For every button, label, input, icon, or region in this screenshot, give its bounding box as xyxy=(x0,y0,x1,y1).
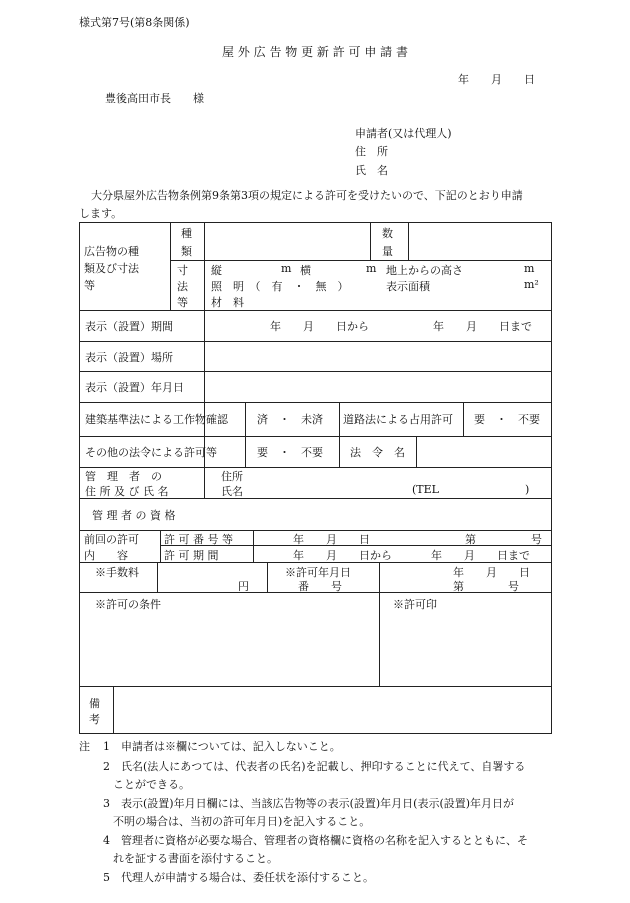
intro-line-2: します。 xyxy=(79,207,123,220)
period-to: 年 月 日まで xyxy=(433,320,532,333)
date-line: 年 月 日 xyxy=(458,73,535,86)
display-area-unit: m² xyxy=(524,278,539,291)
permit-period-to: 年 月 日まで xyxy=(431,549,530,562)
permit-number-value: 第 号 xyxy=(465,533,542,546)
addressee: 豊後高田市長 様 xyxy=(105,92,204,105)
applicant-address-label: 住 所 xyxy=(355,145,388,158)
note-3a: 3 表示(設置)年月日欄には、当該広告物等の表示(設置)年月日(表示(設置)年月日が xyxy=(103,797,515,810)
fee-label: ※手数料 xyxy=(95,566,139,579)
material-label: 材 料 xyxy=(211,296,244,309)
fee-unit: 円 xyxy=(238,580,249,593)
permit-number-label: 許 可 番 号 等 xyxy=(164,533,233,546)
install-date-label: 表示（設置）年月日 xyxy=(85,381,184,394)
horizontal-label: 横 xyxy=(300,264,311,277)
note-2a: 2 氏名(法人にあつては、代表者の氏名)を記載し、押印することに代えて、自署する xyxy=(103,760,526,773)
notes-head: 注 xyxy=(79,740,90,753)
lighting-label: 照 明 （ 有 ・ 無 ） xyxy=(211,280,349,293)
permit-period-label: 許 可 期 間 xyxy=(164,549,219,562)
applicant-label: 申請者(又は代理人) xyxy=(355,127,452,140)
manager-name-label: 氏名 xyxy=(221,485,243,498)
note-4a: 4 管理者に資格が必要な場合、管理者の資格欄に資格の名称を記入するとともに、そ xyxy=(103,834,528,847)
horizontal-unit: m xyxy=(366,262,377,275)
quantity-label-2: 量 xyxy=(382,245,393,258)
applicant-name-label: 氏 名 xyxy=(355,164,388,177)
kind-label-1: 種 xyxy=(181,227,192,240)
note-3b: 不明の場合は、当初の許可年月日)を記入すること。 xyxy=(113,815,371,828)
vertical-label: 縦 xyxy=(211,264,222,277)
type-size-label-2: 類及び寸法 xyxy=(84,262,139,275)
height-label: 地上からの高さ xyxy=(386,264,463,277)
fee-permit-date: 年 月 日 xyxy=(453,566,530,579)
law-name-label: 法 令 名 xyxy=(350,446,405,459)
manager-tel-label: (TEL xyxy=(412,483,439,496)
permit-stamp-label: ※許可印 xyxy=(393,598,437,611)
building-check-label: 建築基準法による工作物確認 xyxy=(85,413,228,426)
note-4b: れを証する書面を添付すること。 xyxy=(113,852,278,865)
conditions-label: ※許可の条件 xyxy=(95,598,161,611)
other-law-label: その他の法令による許可等 xyxy=(85,446,217,459)
permit-period-from: 年 月 日から xyxy=(293,549,392,562)
road-permit-label: 道路法による占用許可 xyxy=(343,413,453,426)
display-area-label: 表示面積 xyxy=(386,280,430,293)
size-label-3: 等 xyxy=(177,296,188,309)
manager-tel-close: ) xyxy=(525,483,530,496)
period-label: 表示（設置）期間 xyxy=(85,320,173,333)
remarks-label-2: 考 xyxy=(89,713,100,726)
vertical-unit: m xyxy=(281,262,292,275)
period-from: 年 月 日から xyxy=(270,320,369,333)
prev-permit-label-2: 内 容 xyxy=(84,549,128,562)
note-5: 5 代理人が申請する場合は、委任状を添付すること。 xyxy=(103,871,374,884)
manager-qualification-label: 管 理 者 の 資 格 xyxy=(92,509,176,522)
other-law-value: 要 ・ 不要 xyxy=(257,446,323,459)
remarks-label-1: 備 xyxy=(89,697,100,710)
manager-label-2: 住 所 及 び 氏 名 xyxy=(85,485,169,498)
form-title: 屋 外 広 告 物 更 新 許 可 申 請 書 xyxy=(222,45,408,59)
fee-permit-number: 第 号 xyxy=(453,580,519,593)
intro-line-1: 大分県屋外広告物条例第9条第3項の規定による許可を受けたいので、下記のとおり申請 xyxy=(91,189,523,202)
building-check-value: 済 ・ 未済 xyxy=(257,413,323,426)
quantity-label-1: 数 xyxy=(382,227,393,240)
manager-label-1: 管 理 者 の xyxy=(85,470,162,483)
permit-no-label: 番 号 xyxy=(298,580,342,593)
note-1: 1 申請者は※欄については、記入しないこと。 xyxy=(103,740,341,753)
permit-date-label: ※許可年月日 xyxy=(285,566,351,579)
permit-date: 年 月 日 xyxy=(293,533,370,546)
note-2b: ことができる。 xyxy=(113,778,190,791)
height-unit: m xyxy=(524,262,535,275)
manager-address-label: 住所 xyxy=(221,470,243,483)
prev-permit-label-1: 前回の許可 xyxy=(84,533,139,546)
type-size-label-3: 等 xyxy=(84,279,95,292)
type-size-label-1: 広告物の種 xyxy=(84,245,139,258)
road-permit-value: 要 ・ 不要 xyxy=(474,413,540,426)
place-label: 表示（設置）場所 xyxy=(85,351,173,364)
form-number: 様式第7号(第8条関係) xyxy=(79,16,190,29)
kind-label-2: 類 xyxy=(181,245,192,258)
size-label-1: 寸 xyxy=(177,264,188,277)
size-label-2: 法 xyxy=(177,280,188,293)
